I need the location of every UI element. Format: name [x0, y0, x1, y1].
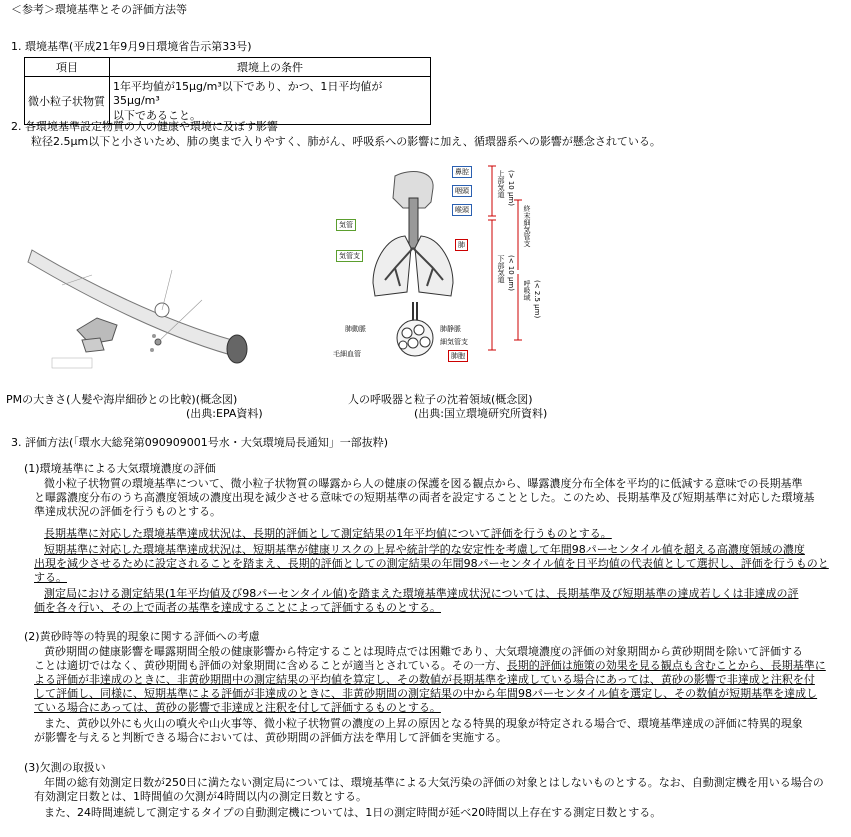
sub1-p2-line1: 長期基準に対応した環境基準達成状況は、長期的評価として測定結果の1年平均値について評価を行うものとする。	[44, 527, 612, 540]
sub2-p1-line1: 黄砂期間の健康影響を曝露期間全般の健康影響から特定することは現時点では困難であり、大気環境濃度の評価の対象期間から黄砂期間を除いて評価する	[44, 645, 803, 658]
page-title: ＜参考＞環境基準とその評価方法等	[11, 3, 187, 16]
terminal-bronchiole-label: 終末細気管支	[523, 205, 531, 247]
label-larynx: 喉頭	[452, 204, 472, 216]
section2-body: 粒径2.5μm以下と小さいため、肺の奥まで入りやすく、肺がん、呼吸系への影響に加え、循環器系への影響が懸念されている。	[31, 135, 661, 148]
sub1-p3-line1: 短期基準に対応した環境基準達成状況は、短期基準が健康リスクの上昇や統計学的な安定性を考慮して年間98パーセンタイル値を超える高濃度領域の濃度	[44, 543, 805, 556]
respiratory-figure	[355, 168, 495, 368]
sub3-p1-line1: 年間の総有効測定日数が250日に満たない測定局については、環境基準による大気汚染の評価の対象とはしないものとする。なお、自動測定機を用いる場合の	[44, 776, 824, 789]
standard-table	[24, 57, 431, 125]
sub1-p1-line2: と曝露濃度分布のうち高濃度領域の濃度出現を減少させる意味での短期基準の両者を設定することとした。このため、長期基準及び短期基準に対応した環境基	[34, 491, 815, 504]
label-bronchi: 気管支	[336, 250, 363, 262]
row-value	[110, 77, 431, 125]
label-pharynx: 咽頭	[452, 185, 472, 197]
sub1-p3-line3: する。	[34, 571, 67, 584]
sub1-p1-line1: 微小粒子状物質の環境基準について、微小粒子状物質の曝露から人の健康の保護を図る観点から、曝露濃度分布全体を平均的に低減する意味での長期基準	[44, 477, 803, 490]
sub2-p1-line2-underlined: 長期的評価は施策の効果を見る観点も含むことから、長期基準に	[506, 659, 826, 672]
sub2-p2-line2: が影響を与えると判断できる場合においては、黄砂期間の評価方法を準用して評価を実施する。	[34, 731, 507, 744]
sub1-heading: (1)環境基準による大気環境濃度の評価	[24, 462, 216, 475]
alveolar-region-size: (< 2.5 μm)	[533, 280, 541, 319]
sub1-p3-line2: 出現を減少させるために設定されることを踏まえ、長期的評価としての測定結果の年間98パーセンタイル値を日平均値の代表値として選択し、評価を行うものと	[34, 557, 829, 570]
label-pulmonary-artery: 肺動脈	[345, 325, 366, 333]
alveolar-region-label: 呼吸域	[523, 280, 531, 301]
lower-airway-label: 下部気道	[497, 255, 505, 283]
left-lung	[373, 236, 411, 296]
row-value-line1: 1年平均値が15μg/m³以下であり、かつ、1日平均値が35μg/m³	[113, 80, 383, 107]
lower-airway-size: (< 10 μm)	[507, 255, 515, 291]
upper-airway-size: (> 10 μm)	[507, 170, 515, 206]
upper-airway-label: 上部気道	[497, 170, 505, 198]
section2-heading: 2. 各環境基準設定物質の人の健康や環境に及ぼす影響	[11, 120, 278, 133]
label-lung: 肺	[455, 239, 468, 251]
label-alveoli: 肺胞	[448, 350, 468, 362]
row-label: 微小粒子状物質	[25, 77, 110, 125]
hair-cross-section	[227, 335, 247, 363]
section3-heading: 3. 評価方法(「環水大総発第090909001号水・大気環境局長通知」一部抜粋)	[11, 436, 389, 449]
sub1-p1-line3: 準達成状況の評価を行うものとする。	[34, 505, 221, 518]
col-header-item: 項目	[25, 58, 110, 77]
pm-size-figure	[22, 240, 282, 380]
sub2-p1-line3: よる評価が非達成のときに、非黄砂期間中の測定結果の平均値を算定し、その数値が長期基準を達成している場合にあっては、黄砂の影響で非達成と注釈を付	[34, 673, 815, 686]
sub2-p1-line4: して評価し、同様に、短期基準による評価が非達成のときに、非黄砂期間の測定結果の中から年間98パーセンタイル値を選定し、その数値が短期基準を達成し	[34, 687, 818, 700]
sub3-p1-line2: 有効測定日数とは、1時間値の欠測が4時間以内の測定日数とする。	[34, 790, 367, 803]
col-header-condition: 環境上の条件	[110, 58, 431, 77]
sub1-p4-line2: 価を各々行い、その上で両者の基準を達成することによって評価するものとする。	[34, 601, 441, 614]
sub3-p2-line1: また、24時間連続して測定するタイプの自動測定機については、1日の測定時間が延べ20時間以上存在する測定日数とする。	[44, 806, 662, 819]
label-nasal: 鼻腔	[452, 166, 472, 178]
sub2-p1-line2	[34, 659, 826, 673]
figure-right-source: (出典:国立環境研究所資料)	[414, 407, 548, 420]
label-bronchiole: 細気管支	[440, 338, 468, 346]
sub2-heading: (2)黄砂時等の特異的現象に関する評価への考慮	[24, 630, 260, 643]
sub3-heading: (3)欠測の取扱い	[24, 761, 106, 774]
sub1-p4-line1: 測定局における測定結果(1年平均値及び98パーセンタイル値)を踏まえた環境基準達成状況については、長期基準及び短期基準の達成若しくは非達成の評	[44, 587, 799, 600]
section1-heading: 1. 環境基準(平成21年9月9日環境省告示第33号)	[11, 40, 252, 53]
figure-left-source: (出典:EPA資料)	[186, 407, 263, 420]
trachea-shape	[409, 198, 418, 248]
sub2-p2-line1: また、黄砂以外にも火山の噴火や山火事等、微小粒子状物質の濃度の上昇の原因となる特異的現象が特定される場合で、環境基準達成の評価に特異的現象	[44, 717, 803, 730]
right-lung	[415, 236, 453, 296]
alveoli-cluster	[397, 320, 433, 356]
label-trachea: 気管	[336, 219, 356, 231]
figure-left-caption: PMの大きさ(人髪や海岸細砂との比較)(概念図)	[6, 393, 238, 406]
figure-right-caption: 人の呼吸器と粒子の沈着領域(概念図)	[348, 393, 533, 406]
row-value-line2: 以下であること。	[113, 109, 201, 122]
table-header-row	[25, 58, 431, 77]
label-capillary: 毛細血管	[333, 350, 361, 358]
sub2-p1-line5: ている場合にあっては、黄砂の影響で非達成と注釈を付して評価するものとする。	[34, 701, 441, 714]
label-pulmonary-vein: 肺静脈	[440, 325, 461, 333]
sub2-p1-line2-plain: ことは適切ではなく、黄砂期間も評価の対象期間に含めることが適当とされている。その一方、	[34, 659, 507, 672]
table-row	[25, 77, 431, 125]
